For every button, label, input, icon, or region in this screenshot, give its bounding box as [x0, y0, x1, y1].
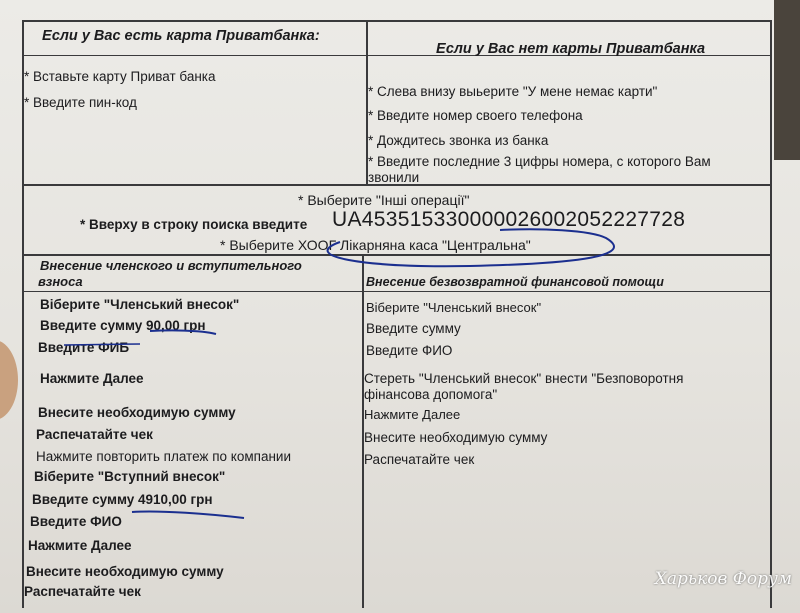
bottom-left-item: Распечатайте чек	[36, 427, 153, 442]
bottom-right-item: Стереть "Членський внесок" внести "Безповоротня	[364, 371, 684, 386]
top-right-item: звонили	[368, 170, 420, 185]
top-right-item: * Введите номер своего телефона	[368, 108, 583, 123]
bottom-left-item: Введите сумму 4910,00 грн	[32, 492, 213, 507]
bottom-left-item: Нажмите Далее	[40, 371, 144, 386]
bottom-left-item: Введите ФИО	[30, 514, 122, 529]
bottom-right-item: Внесите необходимую сумму	[364, 430, 548, 445]
bottom-right-item: Введите ФИО	[366, 343, 453, 358]
bottom-left-header-1: Внесение членского и вступительного	[40, 258, 302, 273]
top-right-item: * Дождитесь звонка из банка	[368, 133, 549, 148]
bottom-left-header-2: взноса	[38, 274, 83, 289]
bottom-right-item: Введите сумму	[366, 321, 461, 336]
pen-underline-90	[150, 330, 216, 334]
iban-number: UA453515330000026002052227728	[332, 208, 686, 231]
bottom-left-item: Віберите "Вступний внесок"	[34, 469, 226, 484]
bottom-right-item: Віберите "Членський внесок"	[366, 300, 542, 315]
watermark: Харьков Форум	[654, 569, 792, 589]
top-right-item: * Введите последние 3 цифры номера, с которого Вам	[368, 154, 711, 169]
bottom-left-item: Внесите необходимую сумму	[26, 564, 224, 579]
pen-underline-fib	[64, 344, 140, 345]
bottom-left-item: Введите ФИБ	[38, 340, 130, 355]
bottom-right-item: Распечатайте чек	[364, 452, 475, 467]
bottom-left-item: Распечатайте чек	[24, 584, 141, 599]
bottom-left-item: Нажмите Далее	[28, 538, 132, 553]
bottom-left-item: Введите сумму 90,00 грн	[40, 318, 206, 333]
choose-other-operations: * Выберите "Інші операції"	[298, 192, 470, 208]
bottom-left-item: Внесите необходимую сумму	[38, 405, 236, 420]
bottom-right-item: Нажмите Далее	[364, 407, 461, 422]
bottom-left-item: Нажмите повторить платеж по компании	[36, 449, 291, 464]
top-right-header: Если у Вас нет карты Приватбанка	[436, 41, 706, 57]
choose-recipient: * Выберите ХООГ Лікарняна каса "Центральна"	[220, 237, 531, 253]
bottom-left-item: Віберите "Членський внесок"	[40, 297, 240, 312]
bottom-right-item: фінансова допомога"	[364, 387, 498, 402]
top-left-item: * Вставьте карту Приват банка	[24, 69, 216, 84]
top-left-header: Если у Вас есть карта Приватбанка:	[42, 28, 320, 44]
top-left-item: * Введите пин-код	[24, 95, 137, 110]
search-instruction: * Вверху в строку поиска введите	[80, 217, 308, 232]
pen-circle-mark	[328, 229, 614, 266]
pen-underline-4910	[132, 511, 244, 518]
bottom-right-header: Внесение безвозвратной финансовой помощи	[366, 275, 664, 289]
top-right-item: * Слева внизу выьерите "У мене немає карти"	[368, 84, 658, 99]
